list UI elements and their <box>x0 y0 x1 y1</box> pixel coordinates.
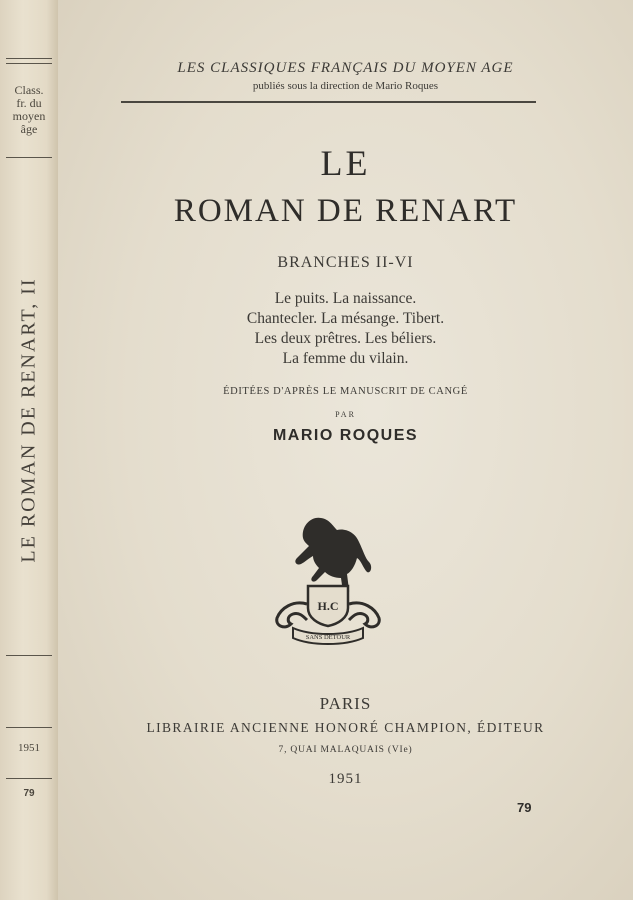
par-label: PAR <box>335 410 356 419</box>
contents-line: La femme du vilain. <box>282 350 409 367</box>
header-rule <box>121 101 536 103</box>
contents-line: Le puits. La naissance. <box>274 290 417 307</box>
spine-rule-bottom <box>6 778 52 779</box>
front-cover <box>58 0 633 900</box>
emblem-motto: SANS DETOUR <box>305 634 351 641</box>
book-spine <box>0 0 59 900</box>
edition-note: ÉDITÉES D'APRÈS LE MANUSCRIT DE CANGÉ <box>223 386 468 397</box>
spine-title: LE ROMAN DE RENART, II <box>17 277 40 563</box>
series-director: publiés sous la direction de Mario Roques <box>252 80 439 92</box>
publisher-address: 7, QUAI MALAQUAIS (VIe) <box>278 745 413 755</box>
spine-series-line: Class. <box>14 83 44 97</box>
contents-list <box>58 289 633 369</box>
contents-line: Chantecler. La mésange. Tibert. <box>246 310 445 327</box>
scroll-ornament-left <box>277 603 307 627</box>
book-title-line-2: ROMAN DE RENART <box>173 193 518 229</box>
emblem-monogram: H.C <box>317 599 339 613</box>
publisher-name: LIBRAIRIE ANCIENNE HONORÉ CHAMPION, ÉDITEUR <box>146 720 545 735</box>
spine-series-line: âge <box>20 122 38 136</box>
branches-subtitle: BRANCHES II-VI <box>277 254 414 271</box>
horse-icon <box>295 518 371 594</box>
spine-number: 79 <box>23 788 35 799</box>
spine-year: 1951 <box>18 742 40 754</box>
spine-rule-top-2 <box>6 63 52 64</box>
spine-rule-mid <box>6 157 52 158</box>
catalog-number: 79 <box>517 800 532 815</box>
spine-series-line: moyen <box>12 109 46 123</box>
publisher-city: PARIS <box>319 694 372 713</box>
spine-rule-low <box>6 655 52 656</box>
publisher-emblem <box>263 508 393 648</box>
spine-rule-low-2 <box>6 727 52 728</box>
series-title: LES CLASSIQUES FRANÇAIS DU MOYEN AGE <box>177 60 514 76</box>
contents-line: Les deux prêtres. Les béliers. <box>254 330 437 347</box>
publication-year: 1951 <box>328 771 363 787</box>
spine-rule-top <box>6 58 52 59</box>
scroll-ornament-right <box>349 603 379 627</box>
spine-series-line: fr. du <box>16 96 42 110</box>
book-title-line-1: LE <box>320 143 371 183</box>
editor-name: MARIO ROQUES <box>272 427 419 444</box>
